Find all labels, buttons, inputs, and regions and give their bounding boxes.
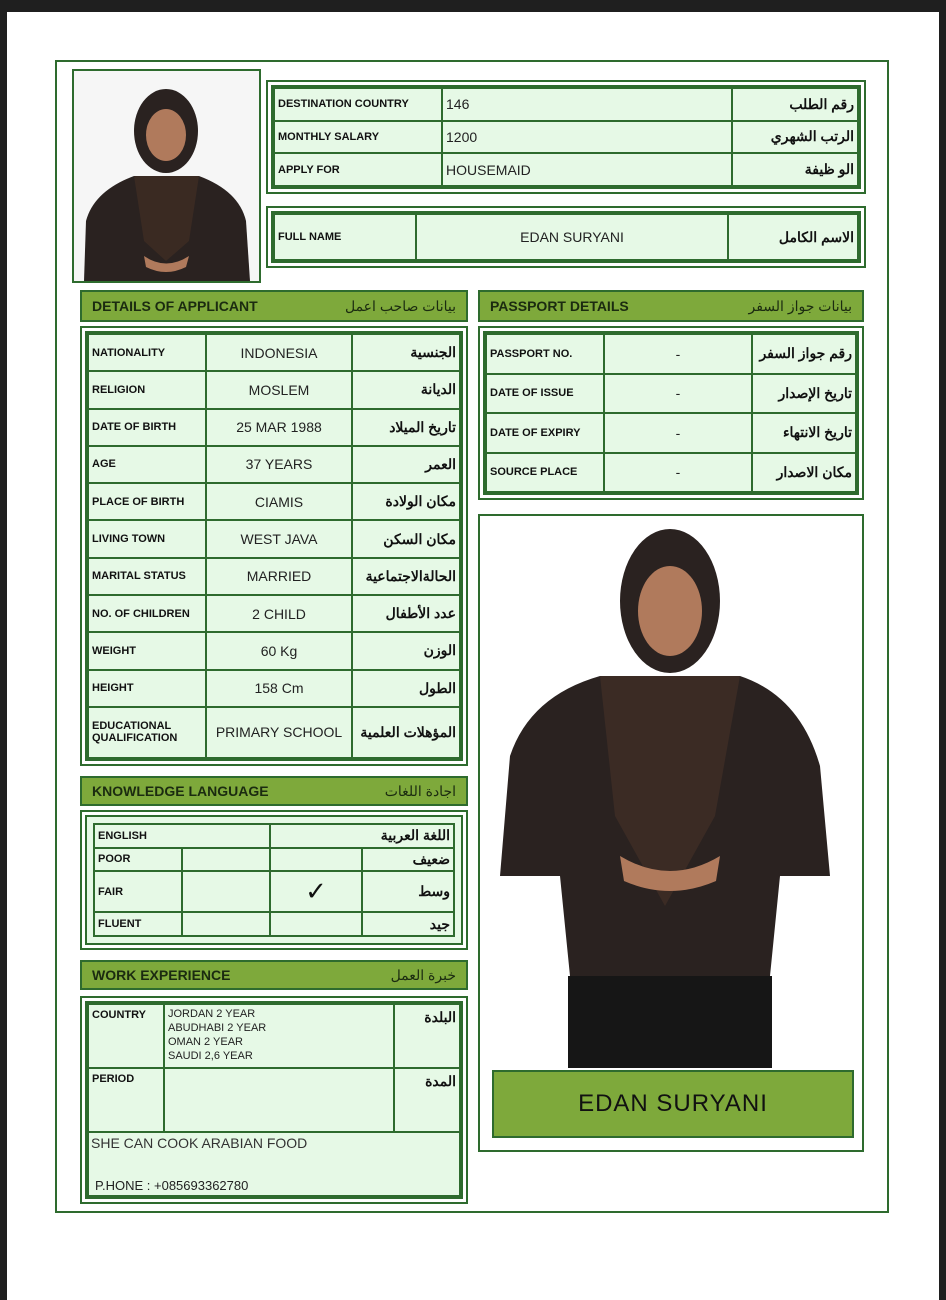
applicant-ar: الحالةالاجتماعية [352,558,460,595]
table-row [94,824,454,848]
applicant-value: 37 YEARS [206,446,352,483]
passport-ar: رقم جواز السفر [752,334,856,374]
full-name-value: EDAN SURYANI [416,214,728,260]
passport-value: - [604,413,752,453]
language-header-en: KNOWLEDGE LANGUAGE [92,783,269,799]
country-item: JORDAN 2 YEAR [168,1008,256,1020]
applicant-ar: الديانة [352,371,460,408]
table-row [88,558,460,595]
passport-label: PASSPORT NO. [486,334,604,374]
person-illustration-large [480,516,862,1071]
full-name-label: FULL NAME [274,214,416,260]
arabic-label: اللغة العربية [270,824,454,848]
full-name-table [266,206,866,268]
table-row [88,483,460,520]
table-row [94,871,454,912]
salary-ar: الرتب الشهري [732,121,858,154]
applicant-ar: عدد الأطفال [352,595,460,632]
table-row [94,912,454,936]
level-fluent-ar: جيد [362,912,454,936]
table-row [94,848,454,872]
full-name-ar: الاسم الكامل [728,214,858,260]
applicant-label: PLACE OF BIRTH [88,483,206,520]
level-poor: POOR [94,848,182,872]
applicant-ar: المؤهلات العلمية [352,707,460,758]
applicant-value: WEST JAVA [206,520,352,557]
salary-value: 1200 [442,121,732,154]
work-experience-table [80,996,468,1204]
passport-ar: تاريخ الإصدار [752,374,856,414]
phone-text: P.HONE : +085693362780 [95,1178,249,1193]
table-row [486,453,856,493]
table-row [88,595,460,632]
table-row [88,670,460,707]
table-row [88,371,460,408]
work-header [80,960,468,990]
table-row [88,632,460,669]
level-fair: FAIR [94,871,182,912]
country-item: OMAN 2 YEAR [168,1036,243,1048]
applicant-label: NO. OF CHILDREN [88,595,206,632]
destination-value: 146 [442,88,732,121]
destination-ar: رقم الطلب [732,88,858,121]
english-poor-cell [182,848,270,872]
countries-cell [164,1004,394,1068]
arabic-fluent-cell [270,912,362,936]
applicant-value: INDONESIA [206,334,352,371]
language-header-ar: اجادة اللغات [384,782,456,799]
applicant-label: EDUCATIONAL QUALIFICATION [88,707,206,758]
top-info-table [266,80,866,194]
table-row [88,1004,460,1068]
period-label: PERIOD [88,1068,164,1132]
applicant-value: CIAMIS [206,483,352,520]
work-header-ar: خبرة العمل [390,966,456,983]
english-label: ENGLISH [94,824,270,848]
table-row [486,413,856,453]
applicant-details-table [80,326,468,766]
applicant-label: DATE OF BIRTH [88,409,206,446]
table-row [88,446,460,483]
passport-value: - [604,334,752,374]
applicant-value: PRIMARY SCHOOL [206,707,352,758]
passport-value: - [604,374,752,414]
note-text: SHE CAN COOK ARABIAN FOOD [91,1135,308,1151]
arabic-poor-cell [270,848,362,872]
table-row [88,1068,460,1132]
language-header [80,776,468,806]
applicant-ar: الوزن [352,632,460,669]
passport-label: DATE OF EXPIRY [486,413,604,453]
passport-header-ar: بيانات جواز السفر [748,297,852,314]
applicant-value: 158 Cm [206,670,352,707]
applicant-label: RELIGION [88,371,206,408]
country-item: ABUDHABI 2 YEAR [168,1022,267,1034]
applicant-ar: العمر [352,446,460,483]
name-banner: EDAN SURYANI [492,1070,854,1138]
table-row [88,1132,460,1196]
applicant-label: MARITAL STATUS [88,558,206,595]
english-fair-cell [182,871,270,912]
table-row [88,334,460,371]
passport-header-en: PASSPORT DETAILS [490,298,629,314]
english-fluent-cell [182,912,270,936]
work-header-en: WORK EXPERIENCE [92,967,231,983]
applicant-label: LIVING TOWN [88,520,206,557]
applicant-value: 25 MAR 1988 [206,409,352,446]
table-row [486,334,856,374]
applicant-label: AGE [88,446,206,483]
passport-table [478,326,864,500]
applicant-ar: الطول [352,670,460,707]
applicant-ar: الجنسية [352,334,460,371]
salary-label: MONTHLY SALARY [274,121,442,154]
table-row [88,707,460,758]
check-icon: ✓ [270,871,362,912]
table-row [274,121,858,154]
applicant-label: HEIGHT [88,670,206,707]
country-ar: البلدة [394,1004,460,1068]
person-illustration-small [74,71,259,281]
apply-for-ar: الو ظيفة [732,153,858,186]
applicant-value: MOSLEM [206,371,352,408]
applicant-header-en: DETAILS OF APPLICANT [92,298,258,314]
level-poor-ar: ضعيف [362,848,454,872]
applicant-label: WEIGHT [88,632,206,669]
applicant-value: 60 Kg [206,632,352,669]
period-ar: المدة [394,1068,460,1132]
table-row [274,214,858,260]
apply-for-label: APPLY FOR [274,153,442,186]
passport-value: - [604,453,752,493]
country-label: COUNTRY [88,1004,164,1068]
table-row [486,374,856,414]
passport-label: SOURCE PLACE [486,453,604,493]
passport-label: DATE OF ISSUE [486,374,604,414]
destination-label: DESTINATION COUNTRY [274,88,442,121]
applicant-header [80,290,468,322]
applicant-header-ar: بيانات صاحب اعمل [344,297,456,314]
period-value [164,1068,394,1132]
applicant-value: MARRIED [206,558,352,595]
applicant-value: 2 CHILD [206,595,352,632]
small-photo [72,69,261,283]
apply-for-value: HOUSEMAID [442,153,732,186]
applicant-label: NATIONALITY [88,334,206,371]
level-fluent: FLUENT [94,912,182,936]
table-row [274,88,858,121]
table-row [88,520,460,557]
passport-ar: مكان الاصدار [752,453,856,493]
notes-cell [88,1132,460,1196]
table-row [274,153,858,186]
passport-header [478,290,864,322]
language-table [80,810,468,950]
applicant-ar: تاريخ الميلاد [352,409,460,446]
passport-ar: تاريخ الانتهاء [752,413,856,453]
large-photo [478,514,864,1152]
level-fair-ar: وسط [362,871,454,912]
applicant-ar: مكان السكن [352,520,460,557]
country-item: SAUDI 2,6 YEAR [168,1050,253,1062]
table-row [88,409,460,446]
applicant-ar: مكان الولادة [352,483,460,520]
